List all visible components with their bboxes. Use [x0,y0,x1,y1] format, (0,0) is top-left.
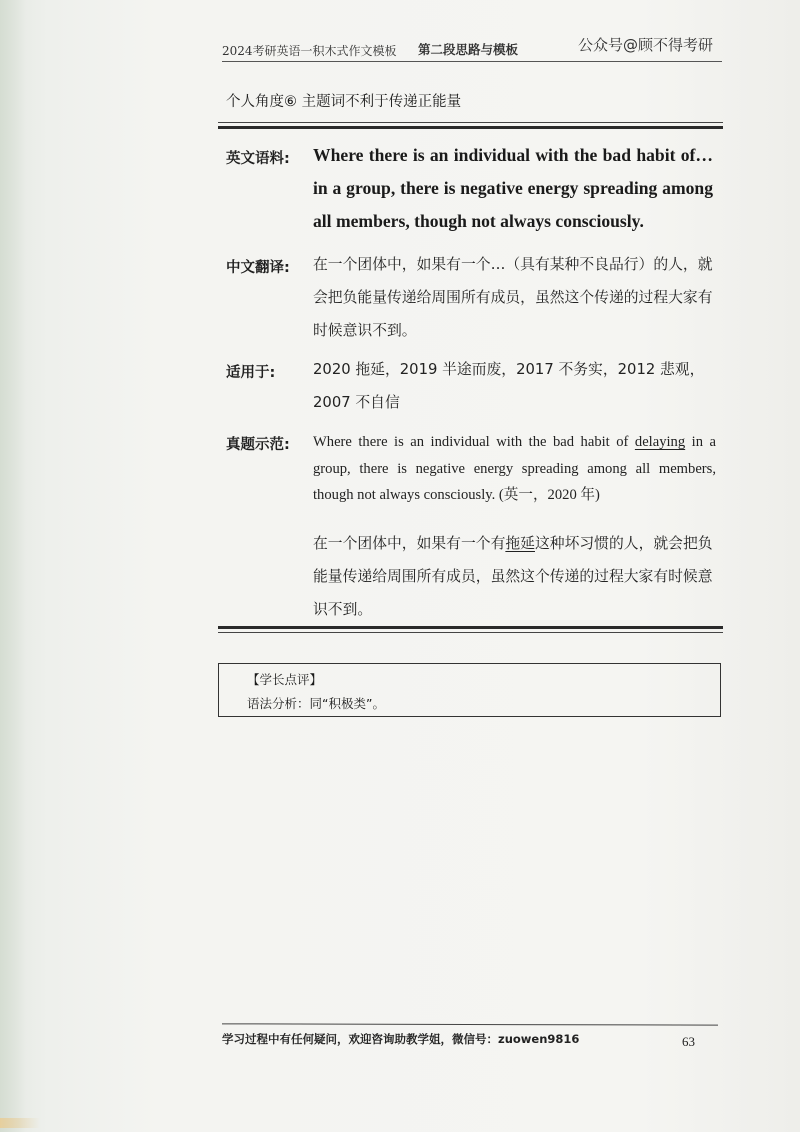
page-number: 63 [682,1034,695,1049]
review-body: 语法分析：同“积极类”。 [247,696,385,711]
example-label: 真题示范: [226,437,290,453]
book-title: 2024考研英语一积木式作文模板 [222,44,397,58]
page-header [222,34,722,64]
chinese-label: 中文翻译: [226,260,290,276]
scan-edge-mark [0,1118,40,1128]
section-title: 个人角度⑥ 主题词不利于传递正能量 [226,94,462,110]
applies-text: 2020 拖延，2019 半途而废，2017 不务实，2012 悲观，2007 不自信 [313,361,705,411]
example-english-keyword: delaying [634,434,686,450]
english-label: 英文语料: [226,151,290,167]
example-chinese-keyword: 拖延 [505,535,535,552]
footer-contact: 学习过程中有任何疑问，欢迎咨询助教学姐，微信号：zuowen9816 [222,1032,580,1046]
english-corpus-text: Where there is an individual with the bad habit of…in a group, there is negative energy spreading among all members, though not always consciously. [313,145,713,231]
scan-shadow [0,0,26,1132]
chinese-translation-text: 在一个团体中，如果有一个…（具有某种不良品行）的人，就会把负能量传递给周围所有成员，虽然这个传递的过程大家有时候意识不到。 [313,256,713,339]
review-title: 【学长点评】 [247,672,323,687]
chapter-title: 第二段思路与模板 [418,42,519,57]
example-chinese-before: 在一个团体中，如果有一个有 [313,535,506,552]
review-box [218,663,721,717]
top-divider-thick [218,126,723,129]
applies-label: 适用于: [226,365,276,381]
example-english-before: Where there is an individual with the bad habit of [313,434,635,450]
example-chinese-after: 这种坏习惯的人，就会把负能量传递给周围所有成员，虽然这个传递的过程大家有时候意识不到。 [313,535,713,618]
top-divider-thin [218,122,723,123]
footer-rule [222,1023,718,1025]
example-english-text [313,429,716,509]
bottom-divider-thin [218,632,723,633]
bottom-divider-thick [218,626,723,629]
watermark-text: 公众号@顾不得考研 [578,36,714,54]
header-rule [222,61,722,62]
example-chinese-text [313,527,715,626]
example-english-after: in a group, there is negative energy spreading among all members, though not always consciously. (英一，2020 年) [313,434,716,503]
